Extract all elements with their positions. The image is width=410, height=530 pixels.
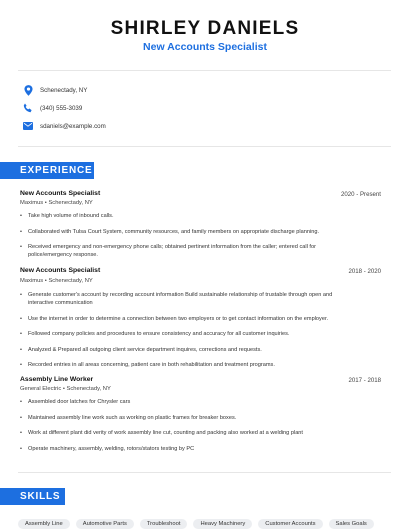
skill-tag: Heavy Machinery: [193, 519, 252, 529]
email-icon: [22, 120, 34, 132]
contact-email-text[interactable]: sdaniels@example.com: [40, 122, 106, 130]
list-item: • Followed company policies and procedures to ensure consistency and accuracy for all customer inquiries.: [20, 330, 355, 338]
skill-tag: Sales Goals: [329, 519, 374, 529]
phone-icon: [22, 102, 34, 114]
list-item: • Recorded entries in all areas concerning, patient care in both rehabilitation and treatment programs.: [20, 361, 355, 369]
list-item: • Take high volume of inbound calls.: [20, 212, 355, 220]
job-bullets: [20, 291, 355, 377]
location-pin-icon: [22, 84, 34, 96]
job-dates: 2020 - Present: [341, 191, 381, 198]
list-item: • Analyzed & Prepared all outgoing client service department inquires, corrections and requests.: [20, 346, 355, 354]
skill-tag: Customer Accounts: [258, 519, 322, 529]
list-item: • Collaborated with Tulsa Court System, community resources, and family members on appropriate discharge planning.: [20, 228, 355, 236]
candidate-title: New Accounts Specialist: [143, 41, 267, 53]
list-item: • Operate machinery, assembly, welding, rotors/stators testing by PC: [20, 445, 355, 453]
job-company: General Electric • Schenectady, NY: [20, 386, 111, 392]
contact-email: [22, 120, 106, 132]
contact-location: [22, 84, 87, 96]
job-title: New Accounts Specialist: [20, 190, 101, 197]
contact-phone-text: (340) 555-3039: [40, 104, 83, 112]
job-bullets: [20, 398, 355, 460]
job-dates: 2018 - 2020: [348, 268, 381, 275]
job-bullets: [20, 212, 355, 267]
job-title: Assembly Line Worker: [20, 376, 94, 383]
list-item: • Received emergency and non-emergency phone calls; obtained pertinent information from the caller; entered call for police/emergency response.: [20, 243, 355, 259]
job-title: New Accounts Specialist: [20, 267, 101, 274]
section-heading-skills: SKILLS: [0, 488, 65, 505]
contact-phone: [22, 102, 82, 114]
job-company: Maximus • Schenectady, NY: [20, 278, 93, 284]
skill-tag: Troubleshoot: [140, 519, 188, 529]
list-item: • Use the internet in order to determine a connection between two employers or to get contact information on the employer.: [20, 315, 355, 323]
divider: [18, 70, 391, 71]
contact-location-text: Schenectady, NY: [40, 86, 88, 94]
list-item: • Maintained assembly line work such as working on plastic frames for breaker boxes.: [20, 414, 355, 422]
divider: [18, 146, 391, 147]
skill-tag: Assembly Line: [18, 519, 70, 529]
skills-list: [18, 519, 374, 529]
job-dates: 2017 - 2018: [348, 377, 381, 384]
section-heading-experience: EXPERIENCE: [0, 162, 94, 179]
list-item: • Generate customer's account by recording account information Build sustainable relationship of trustable through open and interactive communication: [20, 291, 355, 307]
candidate-name: SHIRLEY DANIELS: [110, 18, 300, 39]
skill-tag: Automotive Parts: [76, 519, 134, 529]
divider: [18, 472, 391, 473]
list-item: • Work at different plant did verity of work assembly line cut, counting and packing also worked at a welding plant: [20, 429, 355, 437]
job-company: Maximus • Schenectady, NY: [20, 200, 93, 206]
list-item: • Assembled door latches for Chrysler cars: [20, 398, 355, 406]
